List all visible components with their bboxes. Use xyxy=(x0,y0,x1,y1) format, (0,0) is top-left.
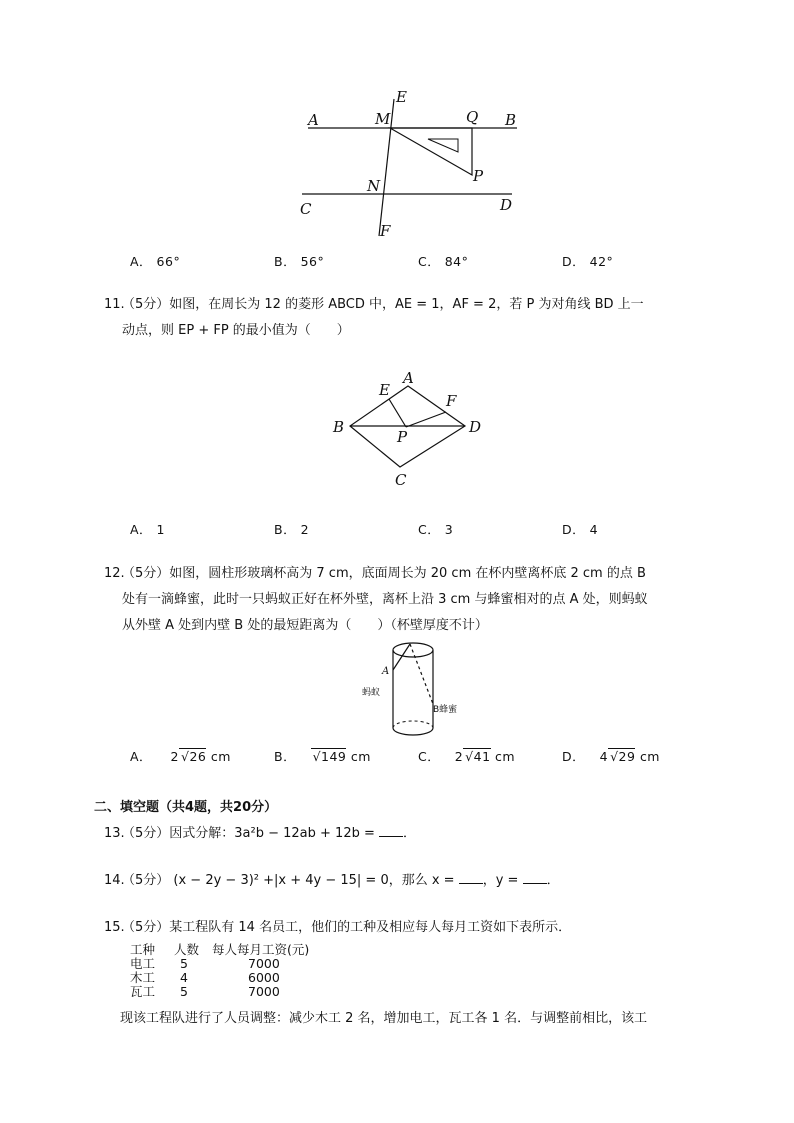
table-header-cell: 人数 xyxy=(174,942,200,957)
q12-text-line3: 从外壁 A 处到内壁 B 处的最短距离为（ ）（杯壁厚度不计） xyxy=(122,618,488,633)
q11-text-line1: （5分）如图，在周长为 12 的菱形 ABCD 中，AE = 1，AF = 2，若 P 为对角线 BD 上一 xyxy=(122,297,644,312)
q15-number: 15. xyxy=(104,920,125,935)
wage-table xyxy=(130,943,309,999)
q12-text-line1: （5分）如图，圆柱形玻璃杯高为 7 cm，底面周长为 20 cm 在杯内壁离杯底 2 cm 的点 B xyxy=(122,566,646,581)
cylinder-top xyxy=(393,643,433,657)
label-e: E xyxy=(379,381,390,399)
q13-text: （5分）因式分解：3a²b − 12ab + 12b = ． xyxy=(122,826,417,841)
label-b: B xyxy=(333,418,345,436)
label-q: Q xyxy=(466,108,479,126)
table-row xyxy=(130,957,309,971)
table-cell: 7000 xyxy=(248,956,280,971)
q14-number: 14. xyxy=(104,873,125,888)
q10-option-a[interactable]: A． 66° xyxy=(130,254,181,269)
table-cell: 电工 xyxy=(130,956,156,971)
label-n: N xyxy=(367,177,381,195)
table-cell: 5 xyxy=(180,956,188,971)
label-c: C xyxy=(300,200,312,218)
label-a: A xyxy=(403,369,414,387)
label-p: P xyxy=(397,428,408,446)
q12-option-a[interactable]: A． 2 √26 cm xyxy=(130,749,231,764)
q14-text: （5分） (x − 2y − 3)² +|x + 4y − 15| = 0，那么 x = ，y = ． xyxy=(122,873,560,888)
label-a: A xyxy=(382,666,390,677)
label-m: M xyxy=(375,110,391,128)
q10-option-c[interactable]: C． 84° xyxy=(418,254,469,269)
q13-answer-blank[interactable] xyxy=(379,824,403,837)
label-ant: 蚂蚁 xyxy=(362,688,381,698)
section-heading: 二、填空题（共4题，共20分） xyxy=(94,800,278,815)
table-header-row xyxy=(130,943,309,957)
label-d: D xyxy=(469,418,482,436)
q12-option-d[interactable]: D． 4 √29 cm xyxy=(562,749,660,764)
label-f: F xyxy=(380,222,391,240)
label-c: C xyxy=(395,471,407,489)
q12-number: 12. xyxy=(104,566,125,581)
table-row xyxy=(130,985,309,999)
table-cell: 5 xyxy=(180,984,188,999)
q15-text: （5分）某工程队有 14 名员工，他们的工种及相应每人每月工资如下表所示． xyxy=(122,920,572,935)
q12-option-b[interactable]: B． √149 cm xyxy=(274,749,371,764)
table-header-cell: 每人每月工资(元) xyxy=(212,942,310,957)
table-cell: 瓦工 xyxy=(130,984,156,999)
table-cell: 7000 xyxy=(248,984,280,999)
q10-option-b[interactable]: B． 56° xyxy=(274,254,325,269)
table-cell: 6000 xyxy=(248,970,280,985)
q14-answer-y-blank[interactable] xyxy=(523,871,547,884)
table-row xyxy=(130,971,309,985)
q11-option-c[interactable]: C． 3 xyxy=(418,522,454,537)
q11-option-a[interactable]: A． 1 xyxy=(130,522,165,537)
label-a: A xyxy=(308,111,319,129)
table-cell: 4 xyxy=(180,970,188,985)
q15-text-continued: 现该工程队进行了人员调整：减少木工 2 名，增加电工，瓦工各 1 名．与调整前相比，该工 xyxy=(120,1011,648,1026)
label-p: P xyxy=(473,167,484,185)
label-b: B xyxy=(505,111,517,129)
table-header-cell: 工种 xyxy=(130,942,156,957)
q11-number: 11. xyxy=(104,297,125,312)
q11-option-d[interactable]: D． 4 xyxy=(562,522,599,537)
q11-text-line2: 动点，则 EP + FP 的最小值为（ ） xyxy=(122,323,350,338)
table-cell: 木工 xyxy=(130,970,156,985)
q12-text-line2: 处有一滴蜂蜜，此时一只蚂蚁正好在杯外壁，离杯上沿 3 cm 与蜂蜜相对的点 A 处，则蚂蚁 xyxy=(122,592,648,607)
q11-option-b[interactable]: B． 2 xyxy=(274,522,310,537)
label-d: D xyxy=(500,196,513,214)
q13-number: 13. xyxy=(104,826,125,841)
cylinder-bottom-front xyxy=(393,728,433,735)
path-rim-to-b xyxy=(410,644,433,704)
label-b-honey: B蜂蜜 xyxy=(433,705,458,715)
q14-answer-x-blank[interactable] xyxy=(459,871,483,884)
label-e: E xyxy=(396,88,407,106)
q12-option-c[interactable]: C． 2 √41 cm xyxy=(418,749,516,764)
q10-option-d[interactable]: D． 42° xyxy=(562,254,614,269)
label-f: F xyxy=(446,392,457,410)
cylinder-bottom-back xyxy=(393,721,433,728)
